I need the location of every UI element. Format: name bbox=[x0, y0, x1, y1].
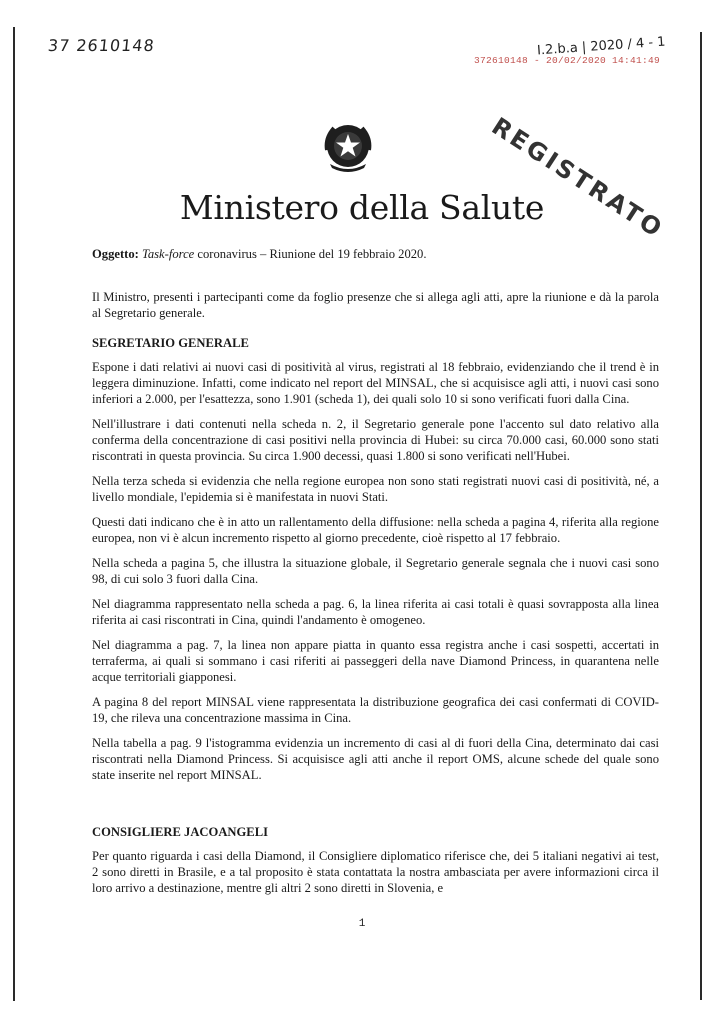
paragraph: Per quanto riguarda i casi della Diamond, il Consigliere diplomatico riferisce che, dei 5 italiani negativi ai test, 2 sono diretti in Brasile, e a tal proposito è stata contattata la nostra ambasciata per avere informazioni circa il loro arrivo a destinazione, mentre gli altri 2 sono diretti in Slovenia, e bbox=[92, 849, 659, 895]
scan-edge-right bbox=[700, 32, 702, 1000]
protocol-stamp: 372610148 - 20/02/2020 14:41:49 bbox=[474, 55, 661, 66]
paragraph: Nella terza scheda si evidenzia che nella regione europea non sono stati registrati nuovi casi di positività, né, a livello mondiale, l'epidemia si è manifestata in nuovi Stati. bbox=[92, 474, 659, 504]
paragraph: Nel diagramma a pag. 7, la linea non appare piatta in quanto essa registra anche i casi sospetti, accertati in terraferma, ai quali si sommano i casi riferiti ai passeggeri della nave Diamond Princess, in quarantena nelle acque territoriali giapponesi. bbox=[92, 638, 659, 684]
registered-stamp: REGISTRATO bbox=[486, 112, 670, 244]
handwritten-classification: I.2.b.a | 2020 / 4 - 1 bbox=[536, 34, 666, 59]
intro-paragraph: Il Ministro, presenti i partecipanti come da foglio presenze che si allega agli atti, apre la riunione e dà la parola al Segretario generale. bbox=[92, 290, 659, 320]
handwritten-protocol-id: 37 2610148 bbox=[47, 36, 156, 55]
italian-republic-emblem-icon bbox=[322, 120, 374, 176]
section-heading-jacoangeli: CONSIGLIERE JACOANGELI bbox=[92, 825, 268, 839]
ministry-title: Ministero della Salute bbox=[179, 188, 545, 227]
paragraph: Nel diagramma rappresentato nella scheda a pag. 6, la linea riferita ai casi totali è quasi sovrapposta alla linea riferita ai casi riscontrati in Cina, quindi l'andamento è omogeneo. bbox=[92, 597, 659, 627]
subject-text: coronavirus – Riunione del 19 febbraio 2020. bbox=[194, 247, 427, 261]
page-number: 1 bbox=[358, 918, 366, 930]
subject-italic: Task-force bbox=[142, 247, 195, 261]
paragraph: Nella tabella a pag. 9 l'istogramma evidenzia un incremento di casi al di fuori della Cina, determinato dai casi riscontrati nella Diamond Princess. Si acquisisce agli atti anche il report OMS, alcune schede del quale sono state inserite nel report MINSAL. bbox=[92, 736, 659, 782]
subject-line bbox=[92, 246, 659, 262]
paragraph: A pagina 8 del report MINSAL viene rappresentata la distribuzione geografica dei casi confermati di COVID-19, che rileva una concentrazione massima in Cina. bbox=[92, 695, 659, 725]
subject-label: Oggetto: bbox=[92, 247, 139, 261]
paragraph: Espone i dati relativi ai nuovi casi di positività al virus, registrati al 18 febbraio, evidenziando che il trend è in leggera diminuzione. Infatti, come indicato nel report del MINSAL, che si acquisisce agli atti, i nuovi casi sono inferiori a 2.000, per l'esattezza, sono 1.901 (scheda 1), dei quali solo 10 si sono verificati fuori dalla Cina. bbox=[92, 360, 659, 406]
document-body bbox=[92, 246, 659, 905]
paragraph: Nella scheda a pagina 5, che illustra la situazione globale, il Segretario generale segnala che i nuovi casi sono 98, di cui solo 3 fuori dalla Cina. bbox=[92, 556, 659, 586]
scan-edge-left bbox=[13, 27, 15, 1001]
section-heading-segretario: SEGRETARIO GENERALE bbox=[92, 336, 249, 350]
paragraph: Nell'illustrare i dati contenuti nella scheda n. 2, il Segretario generale pone l'accento sul dato relativo alla conferma della concentrazione di casi positivi nella provincia di Hubei: su circa 70.000 casi, 60.000 sono stati riscontrati in questa provincia. Su circa 1.900 decessi, quasi 1.800 si sono verificati nell'Hubei. bbox=[92, 417, 659, 463]
paragraph: Questi dati indicano che è in atto un rallentamento della diffusione: nella scheda a pagina 4, riferita alla regione europea, non vi è alcun incremento rispetto al giorno precedente, cioè rispetto al 17 febbraio. bbox=[92, 515, 659, 545]
